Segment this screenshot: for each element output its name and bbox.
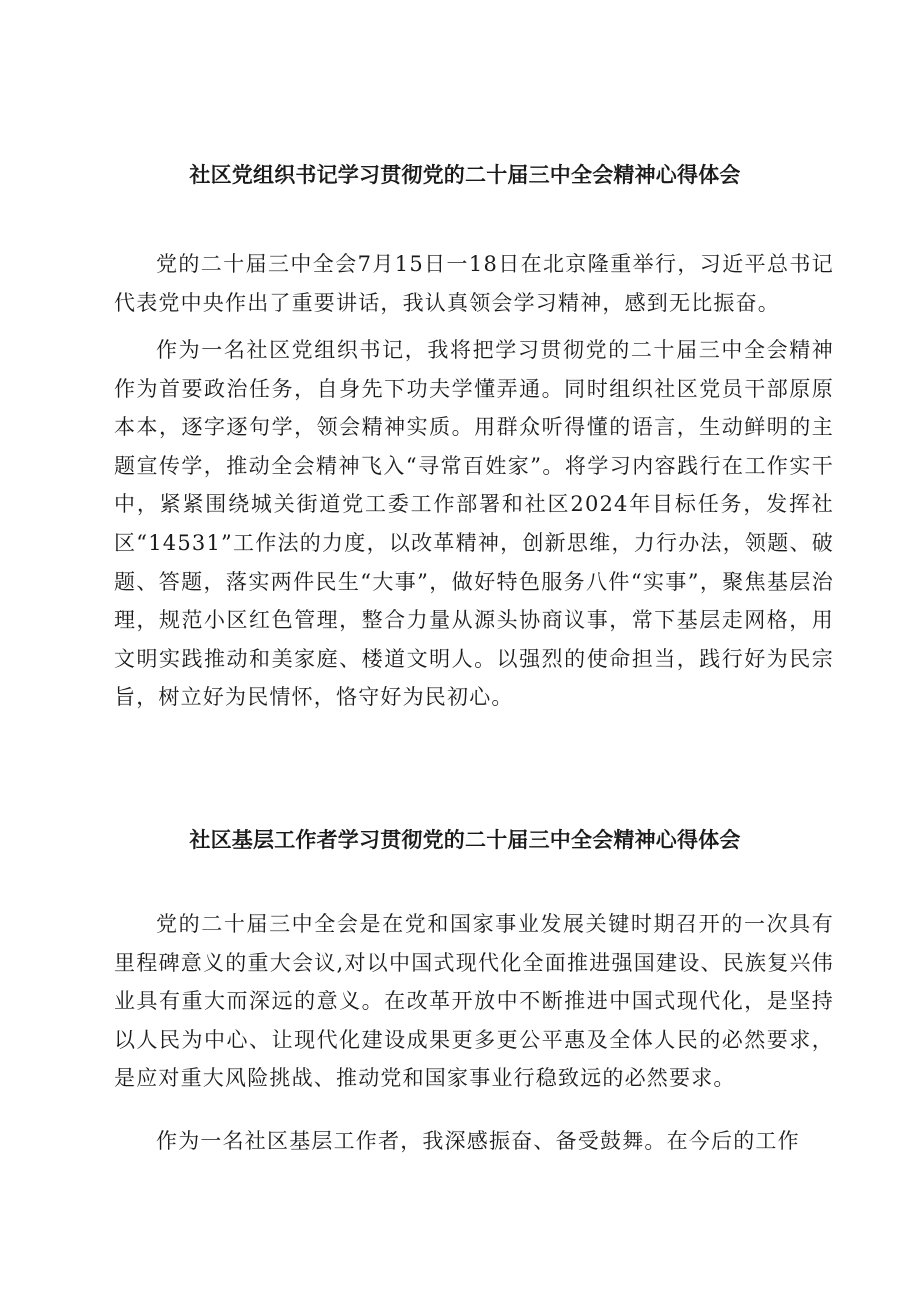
- article-1-paragraph-1: 党的二十届三中全会7月15日一18日在北京隆重举行，习近平总书记代表党中央作出了重要讲话，我认真领会学习精神，感到无比振奋。: [114, 252, 834, 315]
- article-2-title: 社区基层工作者学习贯彻党的二十届三中全会精神心得体会: [189, 828, 741, 852]
- article-2-paragraph-2: 作为一名社区基层工作者，我深感振奋、备受鼓舞。在今后的工作: [156, 1129, 800, 1153]
- article-1-title: 社区党组织书记学习贯彻党的二十届三中全会精神心得体会: [189, 163, 741, 187]
- article-2-paragraph-1: 党的二十届三中全会是在党和国家事业发展关键时期召开的一次具有里程碑意义的重大会议,对以中国式现代化全面推进强国建设、民族复兴伟业具有重大而深远的意义。在改革开放中不断推进中国式现代化，是坚持以人民为中心、让现代化建设成果更多更公平惠及全体人民的必然要求，是应对重大风险挑战、推动党和国家事业行稳致远的必然要求。: [114, 912, 834, 1091]
- article-1-paragraph-2: 作为一名社区党组织书记，我将把学习贯彻党的二十届三中全会精神作为首要政治任务，自身先下功夫学懂弄通。同时组织社区党员干部原原本本，逐字逐句学，领会精神实质。用群众听得懂的语言，生动鲜明的主题宣传学，推动全会精神飞入“寻常百姓家”。将学习内容践行在工作实干中，紧紧围绕城关街道党工委工作部署和社区2024年目标任务，发挥社区“14531”工作法的力度，以改革精神，创新思维，力行办法，领题、破题、答题，落实两件民生“大事”，做好特色服务八件“实事”，聚焦基层治理，规范小区红色管理，整合力量从源头协商议事，常下基层走网格，用文明实践推动和美家庭、楼道文明人。以强烈的使命担当，践行好为民宗旨，树立好为民情怀，恪守好为民初心。: [114, 338, 834, 710]
